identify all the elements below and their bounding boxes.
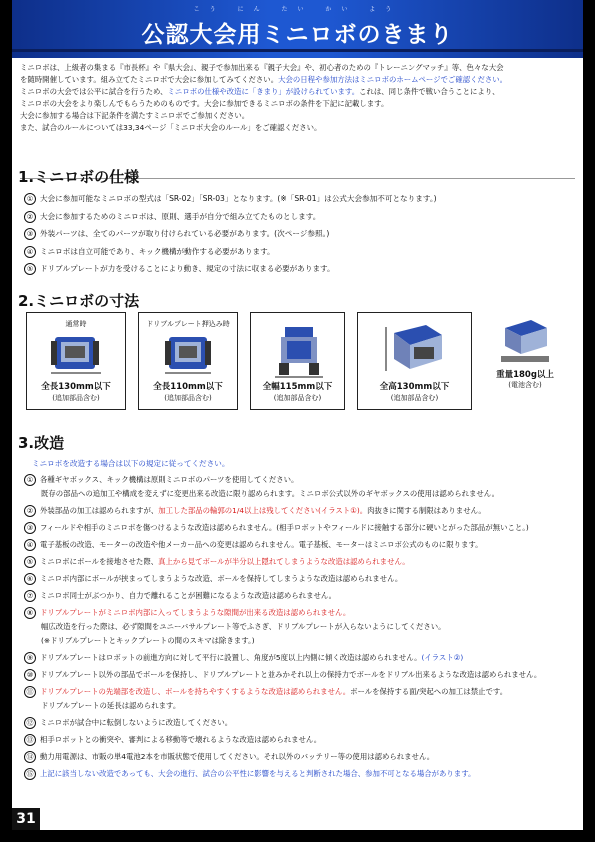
- rule-item: ⑬ 相手ロボットとの衝突や、審判による移動等で壊れるような改造は認められません。: [24, 733, 569, 747]
- modify-lead: ミニロボを改造する場合は以下の規定に従ってください。: [32, 459, 230, 468]
- title-ruby: こう にん たい かい よう: [193, 6, 402, 13]
- page-frame-left: [0, 0, 12, 842]
- rule-item: (※ドリブルプレートとキックプレートの間のスキマは除きます。): [41, 636, 255, 645]
- robot-on-scale-icon: [495, 314, 555, 364]
- rule-item: ② 外装部品の加工は認められますが、加工した部品の輪郭の1/4以上は残してください(イラスト①)。肉抜きに関する制限はありません。: [24, 504, 569, 518]
- rule-item: ⑮ 上記に該当しない改造であっても、大会の進行、試合の公平性に影響を与えると判断された場合、参加不可となる場合があります。: [24, 767, 569, 781]
- rule-item: ⑨ ドリブルプレートはロボットの前進方向に対して平行に設置し、角度が5度以上内側に傾く改造は認められません。(イラスト②): [24, 651, 569, 665]
- intro-line-2: を随時開催しています。組み立てたミニロボで大会に参加してみてください。大会の日程や参加方法はミニロボのホームページでご確認ください。: [20, 75, 508, 84]
- spec-item: ① 大会に参加可能なミニロボの型式は「SR-02」「SR-03」となります。(※「SR-01」は公式大会参加不可となります。): [24, 190, 564, 208]
- spec-item: ③ 外装パーツは、全てのパーツが取り付けられている必要があります。(次ページ参照。): [24, 225, 564, 243]
- rule-item: ドリブルプレートの延長は認められます。: [41, 701, 181, 710]
- section-modify-title: 3.改造: [18, 434, 65, 452]
- size-box-normal: 通常時 全長130mm以下 (追加部品含む): [26, 312, 126, 410]
- rule-item: ⑩ ドリブルプレート以外の部品でボールを保持し、ドリブルプレートと並みかそれ以上の保持力でボールをドリブル出来るような改造は認められません。: [24, 668, 569, 682]
- robot-angle-view-icon: [380, 319, 452, 379]
- rule-item: ⑥ ミニロボ内部にボールが挟まってしまうような改造、ボールを保持してしまうような改造は認められません。: [24, 572, 569, 586]
- size-box-height: 全高130mm以下 (追加部品含む): [357, 312, 472, 410]
- rule-item: ① 各種ギヤボックス、キック機構は原則ミニロボのパーツを使用してください。: [24, 473, 569, 487]
- section-size-title: 2.ミニロボの寸法: [18, 292, 140, 310]
- rule-item: 幅広改造を行った際は、必ず隙間をユニーバサルプレート等でふさぎ、ドリブルプレートが入らないようにしてください。: [41, 622, 446, 631]
- title-band: [12, 0, 583, 58]
- weight-label: 重量180g以上: [496, 370, 554, 380]
- spec-item: ④ ミニロボは自立可能であり、キック機構が動作する必要があります。: [24, 243, 564, 261]
- intro-line-3: ミニロボの大会では公平に試合を行うため、ミニロボの仕様や改造に「きまり」が設けられています。これは、同じ条件で戦い合うことにより、: [20, 87, 500, 96]
- page-frame-right: [583, 0, 595, 842]
- page-number: 31: [12, 808, 40, 830]
- size-box-width: 全幅115mm以下 (追加部品含む): [250, 312, 345, 410]
- rule-item: ⑫ ミニロボが試合中に転倒しないように改造してください。: [24, 716, 569, 730]
- rule-item: 既存の部品への追加工や構成を変えずに変更出来る改造に限り認められます。ミニロボ公式以外のギヤボックスの使用は認められません。: [41, 489, 500, 498]
- rule-item: ⑤ ミニロボにボールを接地させた際、真上から見てボールが半分以上隠れてしまうような改造は認められません。: [24, 555, 569, 569]
- size-box-pressed: ドリブルプレート押込み時 全長110mm以下 (追加部品含む): [138, 312, 238, 410]
- page-frame-bottom: [0, 830, 595, 842]
- rule-item: ⑪ ドリブルプレートの先端部を改造し、ボールを持ちやすくするような改造は認められません。ボールを保持する面/突起への加工は禁止です。: [24, 685, 569, 699]
- rule-item: ③ フィールドや相手のミニロボを傷つけるような改造は認められません。(相手ロボットやフィールドに接触する部分に硬いとがった部品が無いこと。): [24, 521, 569, 535]
- robot-top-view-icon: [49, 331, 105, 377]
- intro-line-1: ミニロボは、上級者の集まる『市長杯』や『県大会』、親子で参加出来る『親子大会』や、初心者のための『トレーニングマッチ』等、色々な大会: [20, 63, 504, 72]
- size-diagrams: [26, 312, 571, 412]
- weight-sub: (電池含む): [508, 381, 542, 389]
- rule-item: ⑦ ミニロボ同士がぶつかり、自力で離れることが困難になるような改造は認められません。: [24, 589, 569, 603]
- robot-pressed-view-icon: [161, 331, 217, 377]
- intro-line-4: ミニロボの大会をより楽しんでもらうためのものです。大会に参加できるミニロボの条件を下記に記載します。: [20, 99, 389, 108]
- rule-item: ⑭ 動力用電源は、市販の単4電池2本を市販状態で使用してください。それ以外のバッテリー等の使用は認められません。: [24, 750, 569, 764]
- section-spec-title: 1.ミニロボの仕様: [18, 168, 140, 186]
- spec-item: ⑤ ドリブルプレートが力を受けることにより動き、規定の寸法に収まる必要があります。: [24, 260, 564, 278]
- intro-line-5: 大会に参加する場合は下記条件を満たすミニロボでご参加ください。: [20, 111, 250, 120]
- rule-item: ④ 電子基板の改造、モーターの改造や他メーカー品への変更は認められません。電子基板、モーターはミニロボ公式のものに限ります。: [24, 538, 569, 552]
- spec-list: [24, 190, 564, 278]
- robot-front-view-icon: [273, 323, 325, 379]
- intro-line-6: また、試合のルールについては33,34ページ「ミニロボ大会のルール」をご確認ください。: [20, 123, 322, 132]
- page-title: 公認大会用ミニロボのきまり: [141, 22, 454, 48]
- spec-item: ② 大会に参加するためのミニロボは、原則、選手が自分で組み立てたものとします。: [24, 208, 564, 226]
- weight-illustration: [481, 312, 569, 410]
- modify-rules: [24, 455, 569, 781]
- intro-paragraph: [20, 62, 575, 134]
- rule-item: ⑧ ドリブルプレートがミニロボ内部に入ってしまうような隙間が出来る改造は認められません。: [24, 606, 569, 620]
